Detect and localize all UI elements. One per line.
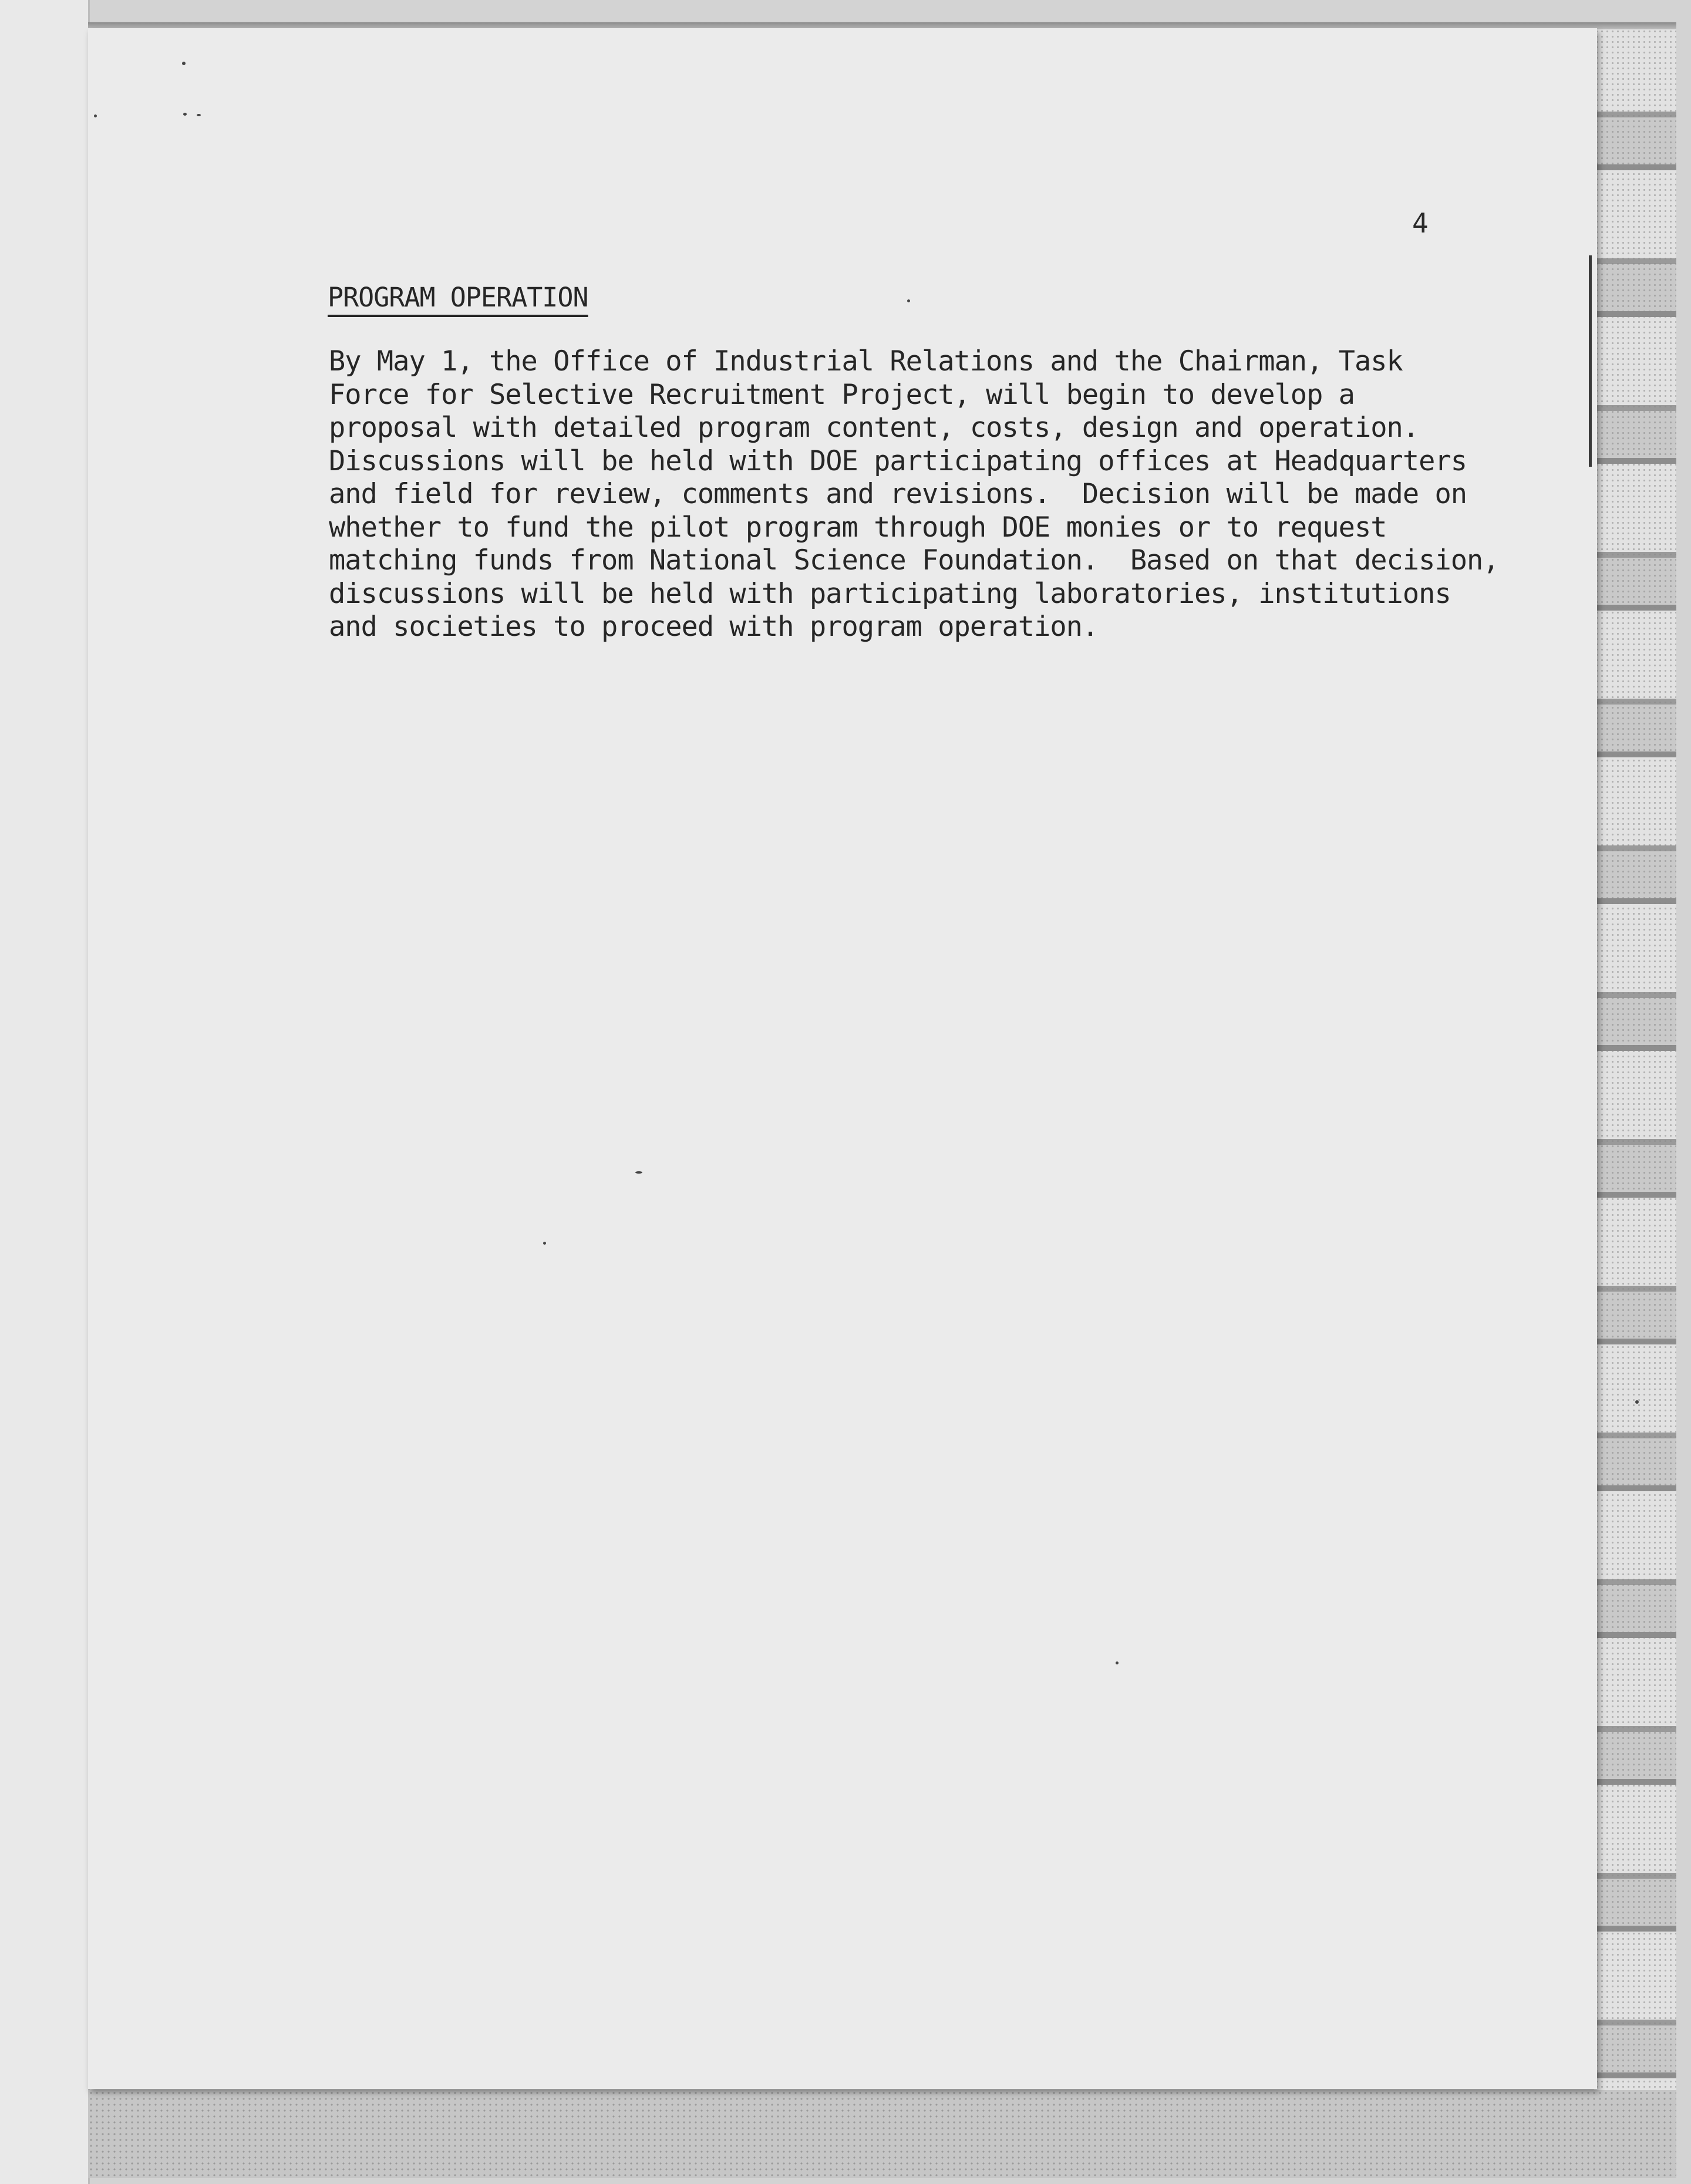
scanner-backdrop-bottom [88, 2090, 1676, 2178]
scanner-backdrop-right [1594, 23, 1676, 2161]
backdrop-texture [1594, 23, 1676, 2161]
paragraph-line: whether to fund the pilot program through DOE monies or to request [329, 511, 1387, 544]
binding-edge [0, 0, 90, 2184]
paragraph-line: proposal with detailed program content, costs, design and operation. [329, 412, 1419, 444]
scan-speck [1635, 1400, 1639, 1404]
scan-speck [182, 62, 186, 65]
paragraph-line: and field for review, comments and revisions. Decision will be made on [329, 478, 1467, 510]
paragraph-line: By May 1, the Office of Industrial Relations and the Chairman, Task [329, 345, 1403, 378]
paragraph-line: matching funds from National Science Foundation. Based on that decision, [329, 544, 1499, 577]
page-number: 4 [1412, 207, 1429, 239]
paragraph-line: Discussions will be held with DOE participating offices at Headquarters [329, 444, 1467, 477]
scan-speck [543, 1242, 546, 1245]
page-edge-mark [1589, 255, 1592, 467]
scan-speck [197, 114, 201, 116]
section-heading: PROGRAM OPERATION [328, 282, 588, 313]
scan-speck [94, 114, 97, 117]
paragraph-line: Force for Selective Recruitment Project, will begin to develop a [329, 378, 1355, 411]
scan-speck [183, 113, 187, 116]
scan-speck [907, 299, 910, 302]
scan-speck [635, 1171, 642, 1174]
body-paragraph [329, 345, 1562, 644]
document-page [88, 28, 1597, 2089]
backdrop-texture [88, 2090, 1676, 2178]
paragraph-line: discussions will be held with participating laboratories, institutions [329, 577, 1451, 610]
scan-speck [1116, 1661, 1119, 1664]
paragraph-line: and societies to proceed with program operation. [329, 611, 1099, 643]
